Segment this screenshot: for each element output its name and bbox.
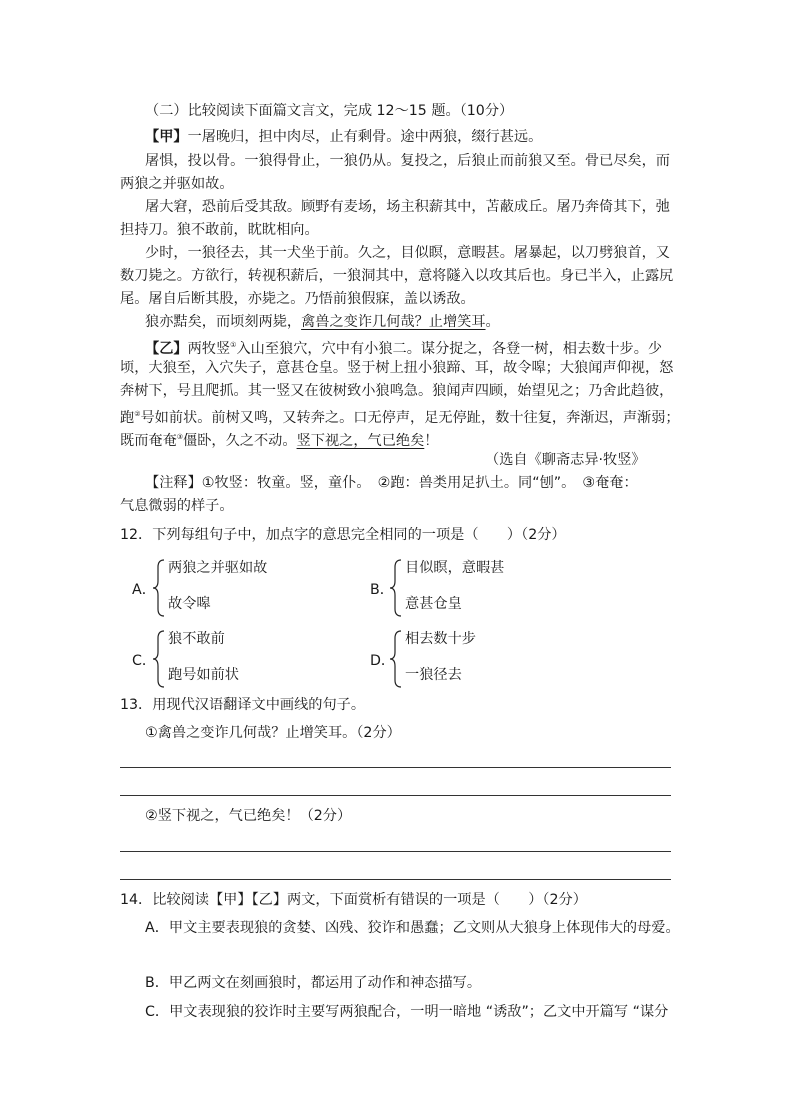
- yi-line3: 奔树下，号且爬抓。其一竖又在彼树致小狼鸣急。狼闻声四顾，始望见之；乃舍此趋彼，: [120, 383, 674, 399]
- answer-line-2[interactable]: [120, 795, 671, 796]
- note-marker-3: ③: [176, 433, 184, 441]
- q14-option-a[interactable]: A．甲文主要表现狼的贪婪、凶残、狡诈和愚蠢；乙文则从大狼身上体现伟大的母爱。: [145, 920, 680, 936]
- yi-l1-a: 两牧竖: [187, 341, 231, 357]
- q12-d-sentence2: 一狼径去: [405, 667, 462, 683]
- jia-p3-line2: 担持刀。狼不敢前，眈眈相向。: [120, 222, 319, 238]
- jia-p5-text: 狼亦黠矣，而顷刻两毙，: [145, 314, 302, 330]
- q13-sentence2: ②竖下视之，气已绝矣！（2分）: [145, 808, 352, 824]
- q12-option-a-label[interactable]: A．: [132, 582, 156, 598]
- section-header: （二）比较阅读下面篇文言文，完成 12～15 题。（10分）: [145, 103, 514, 119]
- notes-line1: 【注释】①牧竖：牧童。竖，童仆。 ②跑：兽类用足扒土。同“刨”。 ③奄奄：: [145, 475, 638, 491]
- answer-line-1[interactable]: [120, 767, 671, 768]
- q13-stem: 13．用现代汉语翻译文中画线的句子。: [120, 697, 366, 713]
- q12-d-sentence1: 相去数十步: [405, 631, 476, 647]
- jia-p4-line2: 数刀毙之。方欲行，转视积薪后，一狼洞其中，意将隧入以攻其后也。身已半入，止露尻: [120, 268, 674, 284]
- q14-stem: 14．比较阅读【甲】【乙】两文，下面赏析有错误的一项是（ ）（2分）: [120, 892, 587, 908]
- jia-p5: [145, 312, 500, 332]
- q12-option-d-label[interactable]: D．: [370, 653, 396, 669]
- underlined-sentence-1: 禽兽之变诈几何哉？止增笑耳: [301, 314, 486, 330]
- yi-l5-end: ！: [424, 433, 439, 449]
- note-marker-1: ①: [230, 341, 237, 349]
- underlined-sentence-2: 竖下视之，气已绝矣: [296, 433, 425, 449]
- q13-sentence1: ①禽兽之变诈几何哉？止增笑耳。（2分）: [145, 725, 401, 741]
- jia-p4-line3: 尾。屠自后断其股，亦毙之。乃悟前狼假寐，盖以诱敌。: [120, 291, 475, 307]
- brace-a-icon: [152, 559, 166, 617]
- q14-option-b[interactable]: B．甲乙两文在刻画狼时，都运用了动作和神态描写。: [145, 975, 482, 991]
- q12-option-c-label[interactable]: C．: [132, 653, 157, 669]
- yi-l1-b: 入山至狼穴，穴中有小狼二。谋分捉之，各登一树，相去数十步。少: [236, 341, 663, 357]
- q12-c-sentence2: 跑号如前状: [168, 667, 239, 683]
- jia-p3-line1: 屠大窘，恐前后受其敌。顾野有麦场，场主积薪其中，苫蔽成丘。屠乃奔倚其下，弛: [145, 199, 670, 215]
- jia-p4-line1: 少时，一狼径去，其一犬坐于前。久之，目似瞑，意暇甚。屠暴起，以刀劈狼首，又: [145, 245, 670, 261]
- q12-b-sentence2: 意甚仓皇: [405, 596, 462, 612]
- brace-d-icon: [389, 630, 403, 688]
- brace-b-icon: [389, 559, 403, 617]
- yi-line2: 顷，大狼至，入穴失子，意甚仓皇。竖于树上扭小狼蹄、耳，故令嗥；大狼闻声仰视，怒: [120, 360, 674, 376]
- q12-option-b-label[interactable]: B．: [370, 582, 394, 598]
- answer-line-4[interactable]: [120, 879, 671, 880]
- jia-p2-line1: 屠惧，投以骨。一狼得骨止，一狼仍从。复投之，后狼止而前狼又至。骨已尽矣，而: [145, 153, 670, 169]
- notes-line2: 气息微弱的样子。: [120, 498, 234, 514]
- yi-line5: [120, 427, 438, 451]
- jia-p1-text: 一屠晚归，担中肉尽，止有剩骨。途中两狼，缀行甚远。: [187, 129, 543, 145]
- yi-line4: [120, 404, 680, 428]
- yi-source: （选自《聊斋志异·牧竖》: [485, 452, 646, 468]
- yi-l5-a: 既而奄奄: [120, 433, 177, 449]
- jia-paragraph-1: [145, 127, 542, 147]
- note-marker-2: ②: [134, 410, 141, 418]
- q12-a-sentence1: 两狼之并驱如故: [168, 560, 268, 576]
- q12-c-sentence1: 狼不敢前: [168, 631, 225, 647]
- brace-c-icon: [152, 630, 166, 688]
- yi-tag: 【乙】: [145, 341, 188, 357]
- yi-l4-a: 跑: [120, 410, 135, 426]
- q12-a-sentence2: 故令嗥: [168, 596, 211, 612]
- yi-line1: [145, 335, 662, 359]
- jia-tag: 【甲】: [145, 129, 188, 145]
- yi-l4-b: 号如前状。前树又鸣，又转奔之。口无停声，足无停趾，数十往复，奔渐迟，声渐弱；: [140, 410, 680, 426]
- jia-p5-end: 。: [485, 314, 500, 330]
- q12-stem: 12．下列每组句子中，加点字的意思完全相同的一项是（ ）（2分）: [120, 527, 566, 543]
- answer-line-3[interactable]: [120, 851, 671, 852]
- q14-option-c[interactable]: C．甲文表现狼的狡诈时主要写两狼配合，一明一暗地 “诱敌”；乙文中开篇写 “谋分: [145, 1004, 669, 1020]
- yi-l5-b: 僵卧，久之不动。: [183, 433, 297, 449]
- jia-p2-line2: 两狼之并驱如故。: [120, 176, 234, 192]
- q12-b-sentence1: 目似瞑，意暇甚: [405, 560, 505, 576]
